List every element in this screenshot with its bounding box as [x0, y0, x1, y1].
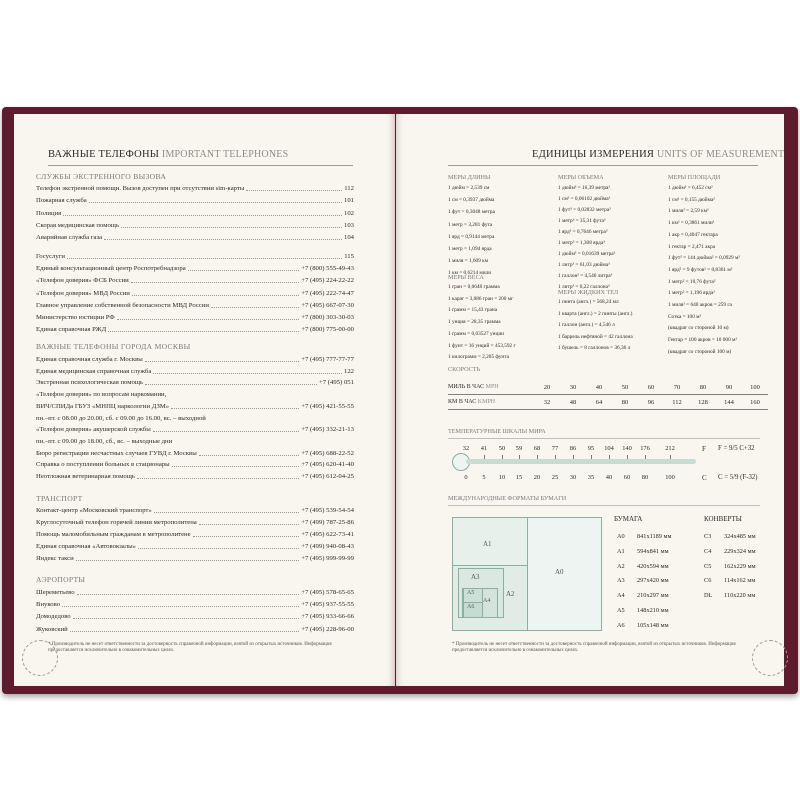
paper-diagram-label: A1 [483, 540, 492, 548]
dot-leader [154, 506, 299, 513]
phone-row [36, 184, 354, 193]
phone-row [36, 472, 354, 481]
right-footnote: * Производитель не несет ответственности за достоверность справочной информации, взятой из открытых источников. Информация предоставляется исключительно в ознакомительных целях. [452, 642, 736, 653]
kmh-row [448, 395, 768, 410]
weight-item: 1 грамм = 15,43 грана [448, 307, 498, 313]
envelope-format-name: C3 [704, 533, 712, 540]
phone-number: +7 (800) 555-49-43 [301, 265, 354, 272]
phone-number: 104 [343, 234, 354, 241]
phone-number: +7 (495) 937-55-55 [301, 601, 354, 608]
paper-diagram-label: A5 [467, 590, 475, 596]
area-item: Сотка = 100 м² [668, 314, 702, 320]
phone-row [36, 542, 354, 551]
phone-row [36, 289, 354, 298]
phone-number: +7 (800) 775-00-00 [301, 326, 354, 333]
mph-value: 60 [647, 383, 655, 391]
celsius-tick: 100 [665, 474, 675, 481]
paper-format-size: 420x594 мм [637, 563, 669, 570]
dot-leader [89, 196, 342, 203]
dot-leader [104, 233, 342, 240]
title-rule [48, 165, 353, 166]
phone-row [36, 460, 354, 469]
section-heading: АЭРОПОРТЫ [36, 575, 86, 584]
area-item: 1 см² = 0,155 дюйма² [668, 197, 715, 203]
volume-item: 1 галлон³ = 4,546 литра³ [558, 273, 613, 279]
phone-label: «Телефон доверия» акушерской службы [36, 426, 151, 433]
paper-diagram-label: A0 [555, 568, 564, 576]
dot-leader [108, 325, 299, 332]
phone-label: Неотложная ветеринарная помощь [36, 473, 135, 480]
phone-number: +7 (495) 578-65-65 [301, 589, 354, 596]
phone-label: Единый консультационный центр Роспотребнадзора [36, 265, 186, 272]
phone-label: Главное управление собственной безопасности МВД России [36, 302, 209, 309]
phone-number: +7 (495) 051 [319, 379, 354, 386]
phone-number: 101 [343, 197, 354, 204]
dot-leader [67, 252, 342, 259]
area-item: 1 метр² = 1,196 ярда² [668, 290, 715, 296]
mph-value: 30 [569, 383, 577, 391]
dot-leader [145, 378, 317, 385]
area-item: 1 км² = 0,3861 мили² [668, 220, 715, 226]
phone-label: Полиция [36, 210, 62, 217]
phone-label: Единая медицинская справочная служба [36, 368, 152, 375]
phone-number: +7 (495) 421-55-55 [301, 403, 354, 410]
title-en: UNITS OF MEASUREMENT [656, 149, 785, 160]
envelope-format-size: 324x485 мм [724, 533, 756, 540]
mph-value: 40 [595, 383, 603, 391]
paper-format-size: 148x210 мм [637, 607, 669, 614]
phone-row [36, 196, 354, 205]
area-item: 1 фут² = 144 дюйма² = 0,0929 м² [668, 255, 740, 261]
fahrenheit-tick: 68 [533, 445, 541, 452]
envelope-format-name: C6 [704, 577, 712, 584]
phone-row [36, 425, 354, 434]
phone-row [36, 612, 354, 621]
phone-label: «Телефон доверия» МВД России [36, 290, 130, 297]
area-item: 1 гектар = 2,471 акра [668, 244, 716, 250]
phone-number: 115 [344, 253, 354, 260]
fahrenheit-tick: 32 [462, 445, 470, 452]
volume-item: 1 дюйм³ = 16,39 метра³ [558, 185, 610, 191]
weight-heading: МЕРЫ ВЕСА [448, 274, 484, 281]
phone-label: Единая справочная РЖД [36, 326, 107, 333]
mph-value: 70 [673, 383, 681, 391]
phone-label: «Телефон доверия» по вопросам наркомании, [36, 391, 167, 398]
liquid-item: 1 бушель = 8 галлонов = 36,36 л [558, 345, 631, 351]
f-formula: F = 9/5 C+32 [718, 445, 755, 452]
phone-label: Помощь маломобильным гражданам в метрополитене [36, 531, 191, 538]
paper-format-name: A4 [617, 592, 625, 599]
title-ru: ЕДИНИЦЫ ИЗМЕРЕНИЯ [532, 149, 655, 160]
mph-label: МИЛЬ В ЧАС MPH [448, 384, 499, 390]
kmh-value: 32 [543, 398, 551, 406]
phone-row [36, 355, 354, 364]
dot-leader [211, 301, 299, 308]
paper-diagram-label: A6 [467, 604, 475, 610]
kmh-value: 48 [569, 398, 577, 406]
volume-item: 1 метр³ = 35,31 фута³ [558, 218, 606, 224]
dot-leader [63, 209, 342, 216]
celsius-tick: 5 [482, 474, 486, 481]
corner-stitch [752, 640, 788, 676]
length-item: 1 км = 0,6214 мили [448, 270, 492, 276]
mph-value: 80 [699, 383, 707, 391]
celsius-tick: 60 [623, 474, 631, 481]
dot-leader [145, 355, 299, 362]
fahrenheit-tick: 176 [640, 445, 650, 452]
celsius-tick: 0 [464, 474, 468, 481]
weight-item: 1 грамм = 0,03527 унции [448, 331, 505, 337]
paper-format-size: 297x420 мм [637, 577, 669, 584]
celsius-tick: 35 [587, 474, 595, 481]
dot-leader [188, 264, 300, 271]
dot-leader [121, 221, 342, 228]
kmh-value: 112 [672, 398, 682, 406]
dot-leader [62, 600, 299, 607]
envelope-format-name: C5 [704, 563, 712, 570]
fahrenheit-tick: 77 [551, 445, 559, 452]
dot-leader [172, 460, 300, 467]
title-ru: ВАЖНЫЕ ТЕЛЕФОНЫ [48, 149, 160, 160]
kmh-value: 64 [595, 398, 603, 406]
paper-diagram-label: A3 [471, 573, 480, 581]
phone-label: «Телефон доверия» ФСБ России [36, 277, 129, 284]
paper-format-name: A6 [617, 622, 625, 629]
phone-label: Госуслуги [36, 253, 65, 260]
weight-item: 1 унция = 28,35 грамма [448, 319, 501, 325]
dot-leader [117, 313, 300, 320]
paper-format-size: 841x1189 мм [637, 533, 672, 540]
paper-rule [448, 505, 760, 506]
phone-number: +7 (495) 622-73-41 [301, 531, 354, 538]
volume-item: 1 литр³ = 61,03 дюйма³ [558, 262, 610, 268]
length-item: 1 метр = 1,094 ярда [448, 246, 492, 252]
phone-number: +7 (495) 222-74-47 [301, 290, 354, 297]
volume-item: 1 дюйм³ = 0,01639 метра³ [558, 251, 616, 257]
paper-format-name: A5 [617, 607, 625, 614]
length-item: 1 см = 0,3937 дюйма [448, 197, 495, 203]
area-item: (квадрат со стороной 10 м) [668, 325, 729, 331]
envelope-format-name: C4 [704, 548, 712, 555]
phone-row [36, 233, 354, 242]
area-item: 1 акр = 0,4047 гектара [668, 232, 718, 238]
section-heading: ТРАНСПОРТ [36, 494, 83, 503]
phone-number: 122 [343, 368, 354, 375]
weight-item: 1 гран = 0,0648 грамма [448, 284, 500, 290]
phone-row [36, 313, 354, 322]
liquid-heading: МЕРЫ ЖИДКИХ ТЕЛ [558, 289, 619, 296]
phone-number: +7 (499) 940-08-43 [301, 543, 354, 550]
dot-leader [138, 542, 299, 549]
mph-value: 90 [725, 383, 733, 391]
area-item: 1 метр² = 10,76 фута² [668, 279, 716, 285]
phone-number: 103 [343, 222, 354, 229]
envelope-format-size: 110x220 мм [724, 592, 756, 599]
phone-row [36, 554, 354, 563]
liquid-item: 1 пинта (англ.) = 568,24 мл [558, 299, 619, 305]
phone-row [36, 414, 354, 423]
fahrenheit-tick: 86 [569, 445, 577, 452]
paper-format-size: 594x841 мм [637, 548, 669, 555]
liquid-item: 1 кварта (англ.) = 2 пинты (англ.) [558, 311, 633, 317]
temperature-heading: ТЕМПЕРАТУРНЫЕ ШКАЛЫ МИРА [448, 428, 546, 435]
phone-label: Домодедово [36, 613, 71, 620]
phone-number: +7 (495) 777-77-77 [301, 356, 354, 363]
phone-row [36, 378, 354, 387]
phone-number: +7 (495) 620-41-40 [301, 461, 354, 468]
phone-row [36, 506, 354, 515]
celsius-tick: 10 [498, 474, 506, 481]
phone-label: Круглосуточный телефон горячей линии метрополитена [36, 519, 197, 526]
celsius-tick: 80 [641, 474, 649, 481]
dot-leader [70, 625, 299, 632]
fahrenheit-tick: 104 [604, 445, 614, 452]
paper-diagram-label: A4 [483, 598, 491, 604]
weight-item: 1 фунт = 16 унций = 453,592 г [448, 343, 516, 349]
phone-row [36, 402, 354, 411]
celsius-tick: 30 [569, 474, 577, 481]
dot-leader [77, 588, 300, 595]
corner-stitch [22, 640, 58, 676]
dot-leader [73, 612, 300, 619]
mph-value: 100 [750, 383, 760, 391]
phone-number: 112 [344, 185, 354, 192]
phone-label: Контакт-центр «Московский транспорт» [36, 507, 152, 514]
weight-item: 1 килограмм = 2,205 фунта [448, 354, 509, 360]
phone-number: +7 (495) 332-21-13 [301, 426, 354, 433]
phone-number: +7 (495) 224-22-22 [301, 277, 354, 284]
section-heading: СЛУЖБЫ ЭКСТРЕННОГО ВЫЗОВА [36, 172, 167, 181]
phone-label: Жуковский [36, 626, 68, 633]
phone-row [36, 276, 354, 285]
envelope-format-size: 114x162 мм [724, 577, 756, 584]
paper-format-name: A2 [617, 563, 625, 570]
area-item: 1 миля² = 2,59 км² [668, 208, 709, 214]
kmh-value: 160 [750, 398, 760, 406]
area-item: 1 дюйм² = 6,452 см² [668, 185, 713, 191]
fahrenheit-tick: 41 [480, 445, 488, 452]
phone-row [36, 518, 354, 527]
dot-leader [76, 554, 299, 561]
left-footnote: * Производитель не несет ответственности за достоверность справочной информации, взятой из открытых источников. Информация предоставляется исключительно в ознакомительных целях. [48, 642, 332, 653]
volume-item: 1 см³ = 0,06102 дюйма³ [558, 196, 611, 202]
right-page-title [532, 149, 784, 160]
fahrenheit-tick: 59 [515, 445, 523, 452]
celsius-tick: 25 [551, 474, 559, 481]
volume-heading: МЕРЫ ОБЪЕМА [558, 174, 604, 181]
phone-label: Телефон экстренной помощи. Вызов доступен при отсутствии sim-карты [36, 185, 245, 192]
temperature-rule [448, 438, 760, 439]
mph-value: 20 [543, 383, 551, 391]
dot-leader [132, 289, 299, 296]
paper-format-name: A3 [617, 577, 625, 584]
phone-number: +7 (495) 539-54-54 [301, 507, 354, 514]
length-item: 1 дюйм = 2,539 см [448, 185, 490, 191]
volume-item: 1 фут³ = 0,02832 метра³ [558, 207, 611, 213]
phone-number: +7 (495) 612-04-25 [301, 473, 354, 480]
paper-diagram-label: A2 [506, 590, 515, 598]
paper-format-size: 105x148 мм [637, 622, 669, 629]
area-item: 1 ярд² = 9 футов² = 0,8361 м² [668, 267, 733, 273]
weight-item: 1 карат = 3,086 гран = 200 мг [448, 296, 514, 302]
dot-leader [246, 184, 342, 191]
phone-row [36, 325, 354, 334]
length-item: 1 фут = 0,3048 метра [448, 209, 495, 215]
kmh-value: 80 [621, 398, 629, 406]
phone-row [36, 449, 354, 458]
envelope-format-size: 162x229 мм [724, 563, 756, 570]
length-item: 1 миля = 1,609 км [448, 258, 489, 264]
phone-label: пн.–пт. с 09.00 до 18.00, сб., вс. – выходные дни [36, 438, 173, 445]
phone-label: Внуково [36, 601, 61, 608]
phone-number: +7 (495) 667-07-30 [301, 302, 354, 309]
phone-label: Министерство юстиции РФ [36, 314, 115, 321]
paper-format-size: 210x297 мм [637, 592, 669, 599]
phone-row [36, 530, 354, 539]
celsius-tick: 15 [515, 474, 523, 481]
section-heading: ВАЖНЫЕ ТЕЛЕФОНЫ ГОРОДА МОСКВЫ [36, 342, 191, 351]
phone-number: +7 (495) 688-22-52 [301, 450, 354, 457]
kmh-value: 128 [698, 398, 708, 406]
kmh-value: 96 [647, 398, 655, 406]
speed-table [448, 380, 768, 410]
phone-row [36, 588, 354, 597]
phone-number: +7 (800) 303-30-03 [301, 314, 354, 321]
celsius-tick: 20 [533, 474, 541, 481]
title-en: IMPORTANT TELEPHONES [161, 149, 289, 160]
phone-row [36, 301, 354, 310]
kmh-value: 144 [724, 398, 734, 406]
paper-heading: МЕЖДУНАРОДНЫЕ ФОРМАТЫ БУМАГИ [448, 495, 567, 502]
c-formula: C = 5/9 (F-32) [718, 474, 758, 481]
dot-leader [193, 530, 300, 537]
phone-number: +7 (495) 999-99-99 [301, 555, 354, 562]
mph-value: 50 [621, 383, 629, 391]
phone-label: Справка о поступлении больных в стационары [36, 461, 170, 468]
length-heading: МЕРЫ ДЛИНЫ [448, 174, 491, 181]
phone-row [36, 600, 354, 609]
envelope-sizes-heading: КОНВЕРТЫ [704, 515, 742, 523]
dot-leader [199, 449, 299, 456]
fahrenheit-tick: 212 [665, 445, 675, 452]
phone-number: 102 [343, 210, 354, 217]
area-item: Гектар = 100 акров = 10 000 м² [668, 337, 737, 343]
area-heading: МЕРЫ ПЛОЩАДИ [668, 174, 721, 181]
phone-row [36, 437, 354, 446]
dot-leader [153, 425, 299, 432]
dot-leader [199, 518, 299, 525]
length-item: 1 метр = 3,281 фута [448, 222, 493, 228]
volume-item: 1 литр³ = 0,22 галлона³ [558, 284, 610, 290]
phone-label: Бюро регистрации несчастных случаев ГУВД г. Москвы [36, 450, 197, 457]
phone-label: ВИЧ/СПИДа ГБУЗ «МНПЦ наркологии ДЗМ» [36, 403, 170, 410]
paper-sizes-heading: БУМАГА [614, 515, 643, 523]
fahrenheit-tick: 140 [622, 445, 632, 452]
volume-item: 1 метр³ = 1,308 ярда³ [558, 240, 605, 246]
phone-number: +7 (495) 933-66-66 [301, 613, 354, 620]
dot-leader [137, 472, 299, 479]
liquid-item: 1 галлон (англ.) = 4,546 л [558, 322, 615, 328]
phone-row [36, 367, 354, 376]
phone-number: +7 (495) 228-96-00 [301, 626, 354, 633]
area-item: (квадрат со стороной 100 м) [668, 349, 732, 355]
mph-row [448, 380, 768, 395]
phone-label: Скорая медицинская помощь [36, 222, 120, 229]
phone-row [36, 390, 354, 399]
phone-label: Единая справочная служба г. Москвы [36, 356, 143, 363]
phone-label: Аварийная служба газа [36, 234, 103, 241]
phone-row [36, 221, 354, 230]
c-letter: C [702, 474, 707, 482]
dot-leader [131, 276, 299, 283]
title-rule [448, 165, 758, 166]
phone-row [36, 625, 354, 634]
dot-leader [171, 402, 299, 409]
phone-row [36, 264, 354, 273]
speed-heading: СКОРОСТЬ [448, 366, 481, 373]
f-letter: F [702, 445, 706, 453]
area-item: 1 миля² = 640 акров = 259 га [668, 302, 732, 308]
kmh-label: КМ В ЧАС KMPH [448, 399, 496, 405]
envelope-format-name: DL [704, 592, 713, 599]
fahrenheit-tick: 50 [498, 445, 506, 452]
phone-label: пн.–пт. с 08.00 до 20.00, сб. с 09.00 до 16.00, вс. – выходной [36, 415, 206, 422]
phone-row [36, 252, 354, 261]
paper-format-name: A0 [617, 533, 625, 540]
volume-item: 1 ярд³ = 0,7646 метра³ [558, 229, 608, 235]
phone-number: +7 (499) 787-25-86 [301, 519, 354, 526]
celsius-tick: 40 [605, 474, 613, 481]
thermometer-tube [466, 459, 696, 464]
phone-label: Единая справочная «Автовокзалы» [36, 543, 136, 550]
paper-format-name: A1 [617, 548, 625, 555]
phone-label: Шереметьево [36, 589, 75, 596]
phone-label: Пожарная служба [36, 197, 87, 204]
phone-label: Яндекс такси [36, 555, 74, 562]
phone-row [36, 209, 354, 218]
dot-leader [153, 367, 342, 374]
phone-label: Экстренная психологическая помощь [36, 379, 144, 386]
length-item: 1 ярд = 0,9144 метра [448, 234, 495, 240]
envelope-format-size: 229x324 мм [724, 548, 756, 555]
liquid-item: 1 баррель нефтяной = 42 галлона [558, 334, 633, 340]
fahrenheit-tick: 95 [587, 445, 595, 452]
left-page-title [48, 149, 288, 160]
